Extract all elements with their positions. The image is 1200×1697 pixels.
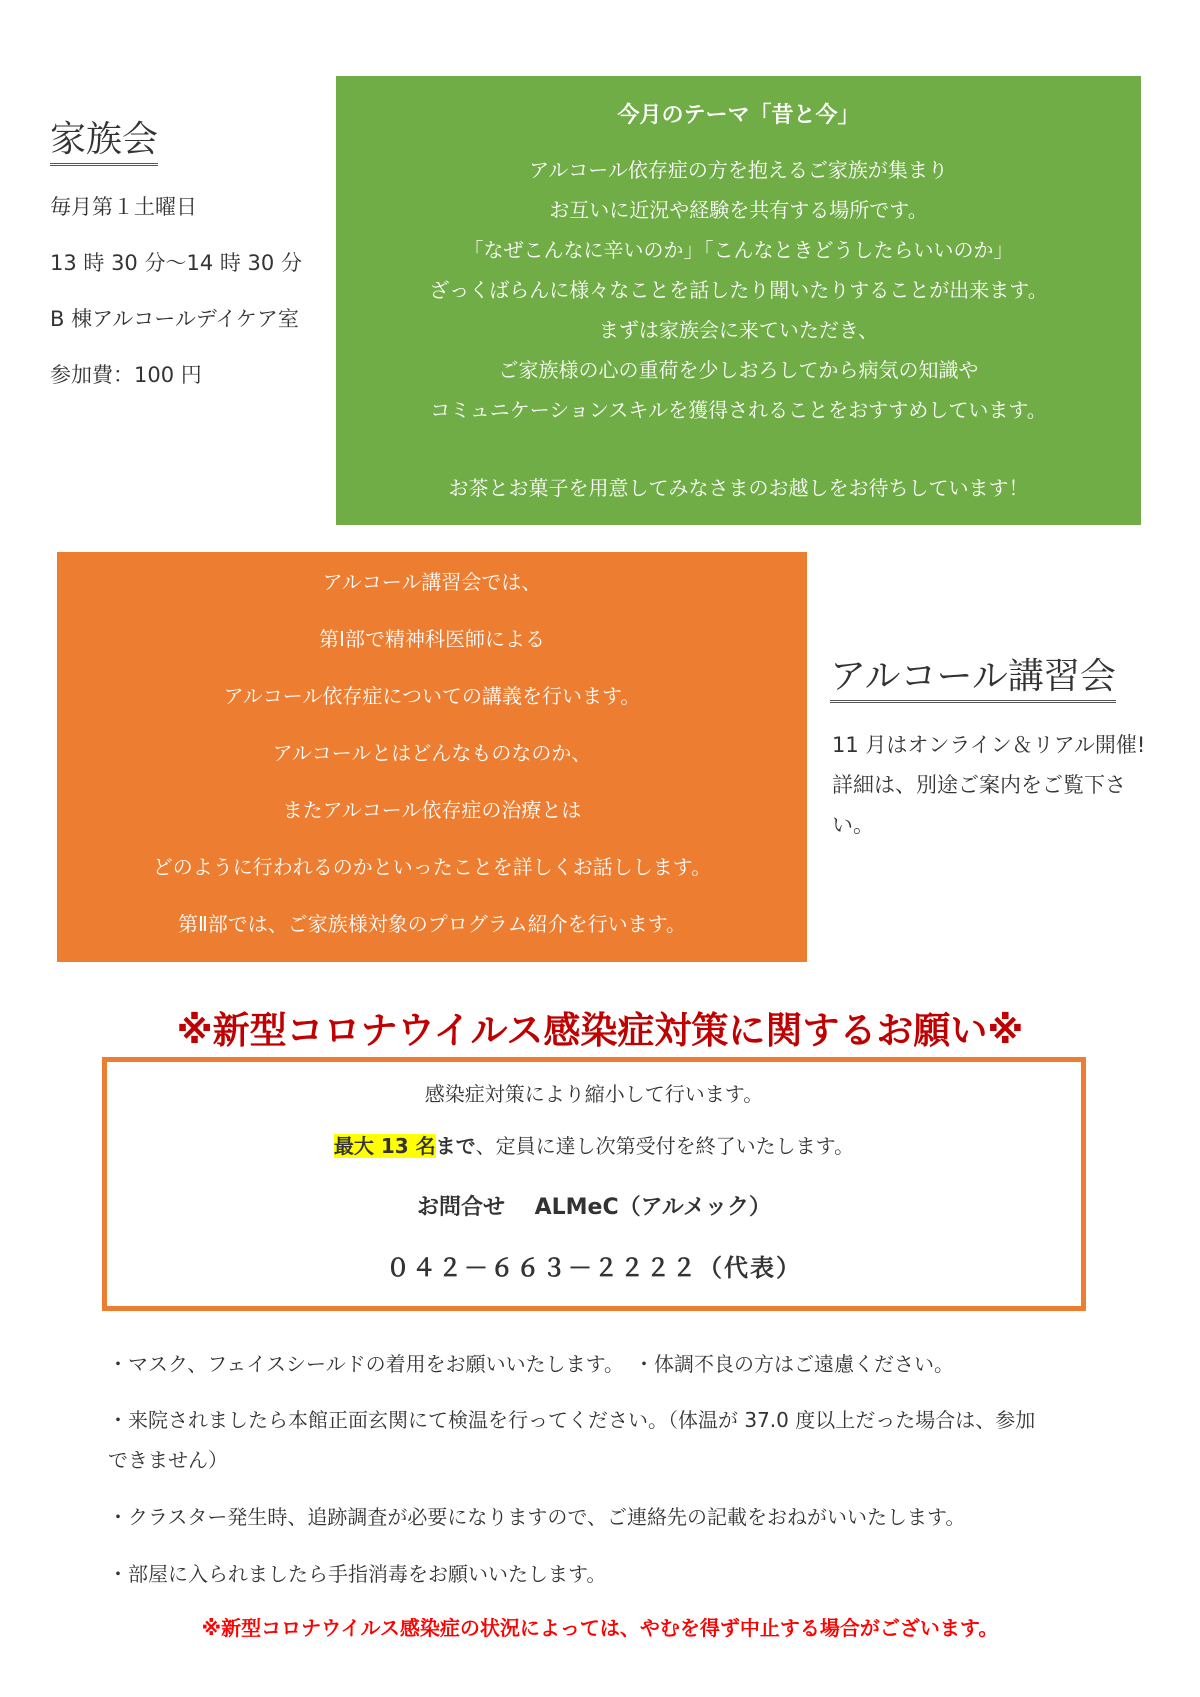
note-line: ・クラスター発生時、追跡調査が必要になりますので、ご連絡先の記載をおねがいいたします。 (108, 1505, 966, 1529)
contact-label: お問合せ ALMeC（アルメック） (416, 1195, 772, 1220)
capacity-highlight: 最大 13 名 (333, 1134, 436, 1158)
note-line: できません） (108, 1448, 228, 1472)
note-line: ・来院されましたら本館正面玄関にて検温を行ってください。（体温が 37.0 度以上だった場合は、参加 (108, 1408, 1036, 1432)
capacity-bold: まで (435, 1134, 476, 1158)
covid-heading: ※新型コロナウイルス感染症対策に関するお願い※ (176, 1009, 1024, 1052)
final-warning: ※新型コロナウイルス感染症の状況によっては、やむを得ず中止する場合がございます。 (201, 1616, 999, 1640)
note-line: ・マスク、フェイスシールドの着用をお願いいたします。 ・体調不良の方はご遠慮ください。 (108, 1352, 954, 1376)
family-place: B 棟アルコールデイケア室 (50, 307, 299, 331)
capacity-rest: 、定員に達し次第受付を終了いたします。 (475, 1134, 855, 1158)
family-fee: 参加費：100 円 (50, 363, 202, 387)
lecture-line: アルコールとはどんなものなのか、 (272, 741, 592, 765)
lecture-title: アルコール講習会 (830, 655, 1116, 703)
lecture-info-line: 詳細は、別途ご案内をご覧下さ (832, 773, 1126, 797)
theme-line: ざっくばらんに様々なことを話したり聞いたりすることが出来ます。 (429, 278, 1048, 302)
capacity-notice (107, 1134, 1081, 1158)
theme-box (336, 76, 1141, 525)
note-line: ・部屋に入られましたら手指消毒をお願いいたします。 (108, 1562, 607, 1586)
lecture-info-line: い。 (832, 813, 874, 837)
family-meeting-title: 家族会 (50, 118, 158, 166)
theme-line: 「なぜこんなに辛いのか」「こんなときどうしたらいいのか」 (463, 238, 1014, 262)
lecture-description-box (57, 552, 807, 962)
theme-line: まずは家族会に来ていただき、 (598, 318, 879, 342)
lecture-info-line: 11 月はオンライン＆リアル開催! (832, 733, 1146, 757)
phone-number: ０４２－６６３－２２２２（代表） (386, 1254, 802, 1282)
theme-line: アルコール依存症の方を抱えるご家族が集まり (529, 158, 948, 182)
lecture-line: 第Ⅱ部では、ご家族様対象のプログラム紹介を行います。 (177, 912, 687, 936)
lecture-line: アルコール依存症についての講義を行います。 (223, 684, 641, 708)
lecture-line: 第Ⅰ部で精神科医師による (319, 627, 545, 651)
reduced-notice: 感染症対策により縮小して行います。 (424, 1082, 764, 1106)
theme-line: お互いに近況や経験を共有する場所です。 (549, 198, 928, 222)
theme-line: ご家族様の心の重荷を少しおろしてから病気の知識や (498, 358, 979, 382)
lecture-line: どのように行われるのかといったことを詳しくお話しします。 (152, 855, 712, 879)
notice-box (102, 1057, 1086, 1311)
theme-line: お茶とお菓子を用意してみなさまのお越しをお待ちしています！ (448, 476, 1029, 500)
theme-line: コミュニケーションスキルを獲得されることをおすすめしています。 (430, 398, 1047, 422)
family-schedule: 毎月第１土曜日 (50, 195, 197, 219)
theme-title: 今月のテーマ「昔と今」 (617, 103, 860, 128)
family-time: 13 時 30 分～14 時 30 分 (50, 251, 302, 275)
lecture-line: アルコール講習会では、 (322, 570, 542, 594)
lecture-line: またアルコール依存症の治療とは (282, 798, 582, 822)
